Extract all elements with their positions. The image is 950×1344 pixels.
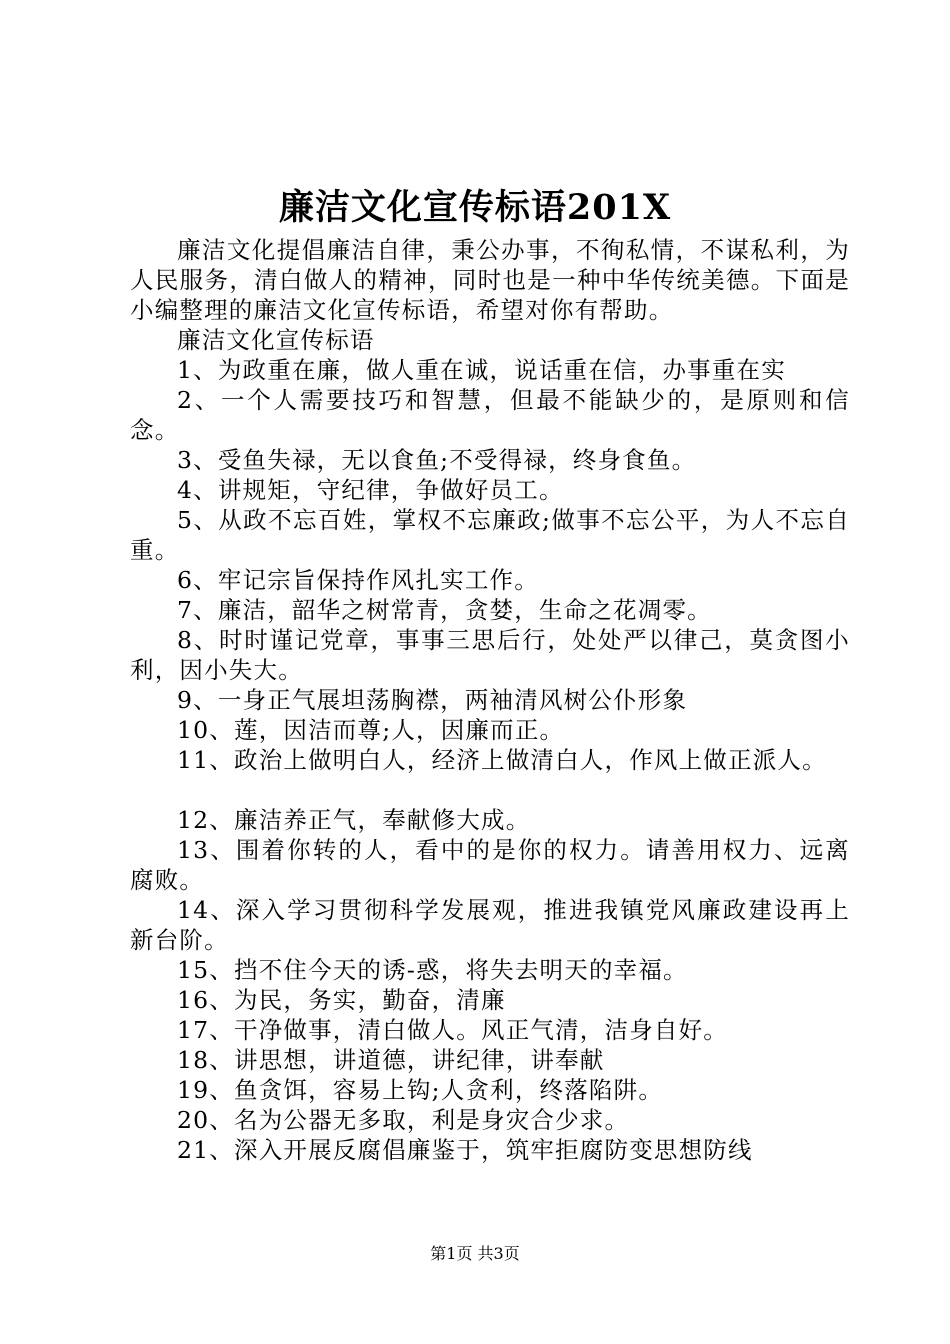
intro-paragraph: 廉洁文化提倡廉洁自律，秉公办事，不徇私情，不谋私利，为人民服务，清白做人的精神，同时也是一种中华传统美德。下面是小编整理的廉洁文化宣传标语，希望对你有帮助。 (130, 236, 850, 324)
document-body (130, 235, 850, 1165)
document-title: 廉洁文化宣传标语201X (278, 187, 672, 228)
page-number-footer: 第1页 共3页 (430, 1244, 520, 1263)
slogan-item: 12、廉洁养正气，奉献修大成。 (177, 806, 531, 834)
slogan-item: 17、干净做事，清白做人。风正气清，洁身自好。 (177, 1016, 729, 1044)
slogan-item: 3、受鱼失禄，无以食鱼;不受得禄，终身食鱼。 (177, 446, 697, 474)
slogan-item: 15、挡不住今天的诱-惑，将失去明天的幸福。 (177, 956, 688, 984)
slogan-item: 16、为民，务实，勤奋，清廉 (177, 986, 506, 1014)
slogan-item: 5、从政不忘百姓，掌权不忘廉政;做事不忘公平，为人不忘自重。 (130, 506, 850, 564)
slogan-item: 21、深入开展反腐倡廉鉴于，筑牢拒腐防变思想防线 (177, 1136, 753, 1164)
section-heading: 廉洁文化宣传标语 (177, 326, 375, 354)
slogan-item: 8、时时谨记党章，事事三思后行，处处严以律己，莫贪图小利，因小失大。 (130, 626, 850, 684)
slogan-item: 2、一个人需要技巧和智慧，但最不能缺少的，是原则和信念。 (130, 386, 850, 444)
slogan-item: 19、鱼贪饵，容易上钩;人贪利，终落陷阱。 (177, 1076, 664, 1104)
slogan-item: 11、政治上做明白人，经济上做清白人，作风上做正派人。 (177, 746, 827, 774)
slogan-item: 14、深入学习贯彻科学发展观，推进我镇党风廉政建设再上新台阶。 (130, 896, 850, 954)
slogan-item: 9、一身正气展坦荡胸襟，两袖清风树公仆形象 (177, 686, 688, 714)
slogan-item: 6、牢记宗旨保持作风扎实工作。 (177, 566, 539, 594)
slogan-item: 13、围着你转的人，看中的是你的权力。请善用权力、远离腐败。 (130, 836, 850, 894)
slogan-item: 4、讲规矩，守纪律，争做好员工。 (177, 476, 564, 504)
slogan-item: 1、为政重在廉，做人重在诚，说话重在信，办事重在实 (177, 356, 786, 384)
slogan-item: 18、讲思想，讲道德，讲纪律，讲奉献 (177, 1046, 605, 1074)
slogan-item: 20、名为公器无多取，利是身灾合少求。 (177, 1106, 630, 1134)
slogan-item: 10、莲，因洁而尊;人，因廉而正。 (177, 716, 565, 744)
slogan-item: 7、廉洁，韶华之树常青，贪婪，生命之花凋零。 (177, 596, 712, 624)
